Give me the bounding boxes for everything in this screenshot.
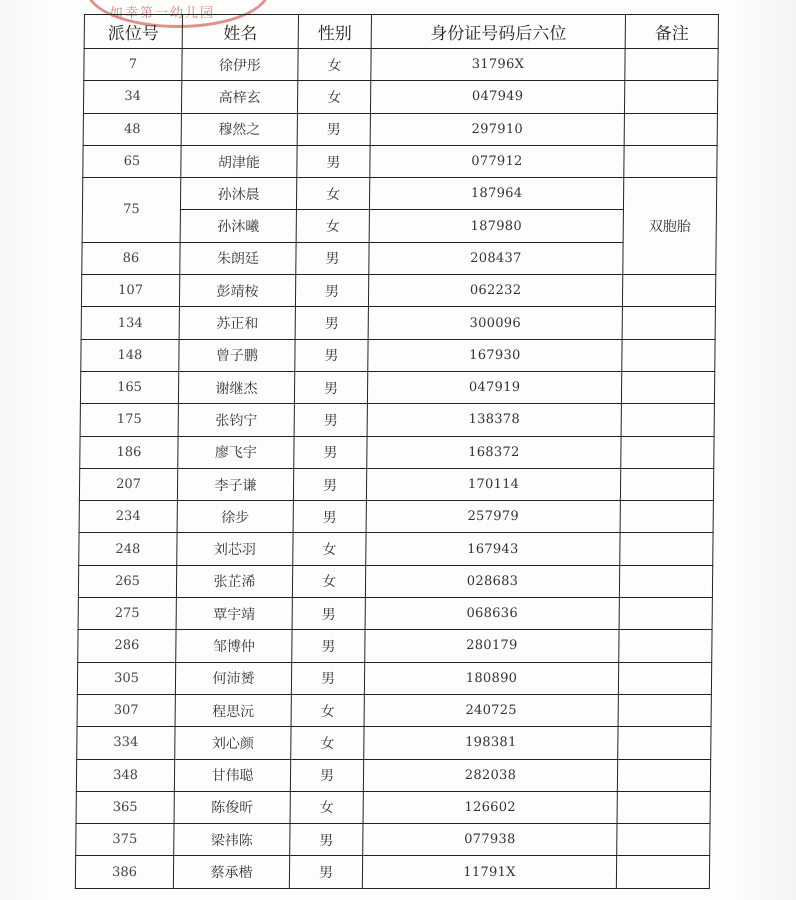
- seat-number-cell: 248: [79, 533, 177, 565]
- id-suffix-cell: 297910: [370, 113, 624, 145]
- note-cell: [616, 856, 709, 888]
- student-name-cell: 穆然之: [181, 113, 297, 145]
- seat-number-cell: 165: [80, 371, 178, 403]
- seat-number-cell: 175: [80, 404, 178, 436]
- table-row: [77, 694, 711, 726]
- student-name-cell: 徐步: [177, 501, 293, 533]
- note-cell: [624, 81, 717, 113]
- gender-cell: 男: [290, 759, 363, 791]
- table-row: [80, 371, 714, 403]
- gender-cell: 男: [289, 856, 362, 888]
- student-name-cell: 胡津能: [181, 145, 297, 177]
- student-name-cell: 邹博仲: [176, 630, 292, 662]
- id-suffix-cell: 062232: [368, 275, 622, 307]
- note-cell: [617, 824, 710, 856]
- header-name: 姓名: [182, 15, 298, 49]
- student-name-cell: 程思沅: [175, 694, 291, 726]
- gender-cell: 男: [294, 404, 367, 436]
- note-cell: [621, 436, 714, 468]
- gender-cell: 女: [291, 694, 364, 726]
- table-row: [81, 307, 715, 339]
- id-suffix-cell: 077912: [370, 145, 624, 177]
- id-suffix-cell: 126602: [363, 791, 617, 823]
- student-name-cell: 蔡承楷: [173, 856, 289, 888]
- gender-cell: 女: [296, 210, 369, 242]
- note-cell: [618, 694, 711, 726]
- student-name-cell: 彭靖桉: [179, 275, 295, 307]
- seat-number-cell: 286: [78, 630, 176, 662]
- table-row: [77, 727, 711, 759]
- gender-cell: 男: [294, 436, 367, 468]
- seat-number-cell: 34: [83, 81, 181, 113]
- note-cell: [622, 339, 715, 371]
- student-name-cell: 李子谦: [177, 468, 293, 500]
- note-cell: [617, 759, 710, 791]
- gender-cell: 女: [292, 565, 365, 597]
- seat-number-cell: 86: [82, 242, 180, 274]
- table-row: [79, 468, 713, 500]
- seat-number-cell: 65: [83, 145, 181, 177]
- gender-cell: 女: [293, 533, 366, 565]
- gender-cell: 男: [293, 501, 366, 533]
- student-name-cell: 苏正和: [179, 307, 295, 339]
- table-row: [81, 339, 715, 371]
- table-row: [76, 791, 710, 823]
- gender-cell: 女: [298, 49, 371, 81]
- gender-cell: 男: [293, 468, 366, 500]
- note-cell: [620, 533, 713, 565]
- table-row: [81, 275, 715, 307]
- student-name-cell: 谢继杰: [178, 371, 294, 403]
- note-cell: [624, 113, 717, 145]
- id-suffix-cell: 047949: [370, 81, 624, 113]
- note-cell: 双胞胎: [623, 178, 717, 275]
- note-cell: [619, 630, 712, 662]
- table-row: [80, 436, 714, 468]
- seat-number-cell: 334: [77, 727, 175, 759]
- seat-number-cell: 365: [76, 791, 174, 823]
- admission-roster-table: [75, 14, 719, 889]
- gender-cell: 女: [297, 81, 370, 113]
- header-id-suffix: 身份证号码后六位: [371, 15, 625, 49]
- header-gender: 性别: [298, 15, 371, 49]
- student-name-cell: 孙沐晨: [180, 178, 296, 210]
- seat-number-cell: 186: [80, 436, 178, 468]
- gender-cell: 男: [295, 275, 368, 307]
- seat-number-cell: 107: [81, 275, 179, 307]
- gender-cell: 男: [297, 145, 370, 177]
- student-name-cell: 曾子鹏: [179, 339, 295, 371]
- id-suffix-cell: 180890: [364, 662, 618, 694]
- gender-cell: 男: [295, 339, 368, 371]
- gender-cell: 男: [292, 630, 365, 662]
- note-cell: [621, 371, 714, 403]
- table-row: [75, 856, 709, 888]
- note-cell: [625, 49, 718, 81]
- student-name-cell: 甘伟聪: [174, 759, 290, 791]
- note-cell: [622, 307, 715, 339]
- seat-number-cell: 305: [77, 662, 175, 694]
- seat-number-cell: 48: [83, 113, 181, 145]
- table-row: [79, 501, 713, 533]
- id-suffix-cell: 198381: [364, 727, 618, 759]
- table-row: [78, 598, 712, 630]
- note-cell: [621, 404, 714, 436]
- note-cell: [620, 468, 713, 500]
- id-suffix-cell: 168372: [367, 436, 621, 468]
- seat-number-cell: 348: [76, 759, 174, 791]
- table-row: [79, 533, 713, 565]
- id-suffix-cell: 240725: [364, 694, 618, 726]
- student-name-cell: 刘心颜: [175, 727, 291, 759]
- student-name-cell: 高梓玄: [181, 81, 297, 113]
- id-suffix-cell: 170114: [366, 468, 620, 500]
- seat-number-cell: 275: [78, 598, 176, 630]
- seat-number-cell: 207: [79, 468, 177, 500]
- table-row: [78, 630, 712, 662]
- note-cell: [618, 727, 711, 759]
- id-suffix-cell: 280179: [365, 630, 619, 662]
- id-suffix-cell: 187964: [369, 178, 623, 210]
- seat-number-cell: 7: [84, 49, 182, 81]
- gender-cell: 女: [291, 727, 364, 759]
- seat-number-cell: 307: [77, 694, 175, 726]
- seat-number-cell: 265: [78, 565, 176, 597]
- gender-cell: 男: [295, 307, 368, 339]
- seat-number-cell: 134: [81, 307, 179, 339]
- note-cell: [624, 145, 717, 177]
- note-cell: [619, 598, 712, 630]
- id-suffix-cell: 257979: [366, 501, 620, 533]
- gender-cell: 男: [292, 598, 365, 630]
- id-suffix-cell: 11791X: [362, 856, 616, 888]
- note-cell: [620, 501, 713, 533]
- table-row: [76, 824, 710, 856]
- id-suffix-cell: 167930: [368, 339, 622, 371]
- gender-cell: 女: [290, 791, 363, 823]
- header-note: 备注: [625, 15, 718, 49]
- seat-number-cell: 148: [81, 339, 179, 371]
- student-name-cell: 何沛赟: [175, 662, 291, 694]
- id-suffix-cell: 167943: [366, 533, 620, 565]
- student-name-cell: 陈俊昕: [174, 791, 290, 823]
- table-row: [80, 404, 714, 436]
- seat-number-cell: 234: [79, 501, 177, 533]
- table-row: [78, 565, 712, 597]
- gender-cell: 男: [290, 824, 363, 856]
- student-name-cell: 刘芯羽: [177, 533, 293, 565]
- student-name-cell: 廖飞宇: [178, 436, 294, 468]
- student-name-cell: 徐伊彤: [182, 49, 298, 81]
- note-cell: [618, 662, 711, 694]
- table-row: [83, 81, 717, 113]
- student-name-cell: 张钧宁: [178, 404, 294, 436]
- header-row: [84, 15, 718, 49]
- id-suffix-cell: 282038: [363, 759, 617, 791]
- table-row: [84, 49, 718, 81]
- header-seat-number: 派位号: [84, 15, 182, 49]
- gender-cell: 男: [294, 371, 367, 403]
- id-suffix-cell: 077938: [363, 824, 617, 856]
- note-cell: [622, 275, 715, 307]
- gender-cell: 女: [296, 178, 369, 210]
- id-suffix-cell: 028683: [365, 565, 619, 597]
- seat-number-cell: 75: [82, 178, 181, 243]
- table-row: [82, 242, 716, 274]
- gender-cell: 男: [296, 242, 369, 274]
- id-suffix-cell: 138378: [367, 404, 621, 436]
- student-name-cell: 张芷浠: [176, 565, 292, 597]
- gender-cell: 男: [291, 662, 364, 694]
- id-suffix-cell: 187980: [369, 210, 623, 242]
- gender-cell: 男: [297, 113, 370, 145]
- id-suffix-cell: 31796X: [371, 49, 625, 81]
- seat-number-cell: 386: [75, 856, 173, 888]
- roster-body: [75, 49, 718, 889]
- note-cell: [619, 565, 712, 597]
- id-suffix-cell: 208437: [369, 242, 623, 274]
- student-name-cell: 孙沐曦: [180, 210, 296, 242]
- id-suffix-cell: 300096: [368, 307, 622, 339]
- table-row: [77, 662, 711, 694]
- table-row: [76, 759, 710, 791]
- student-name-cell: 梁祎陈: [174, 824, 290, 856]
- table-row: [83, 145, 717, 177]
- table-row: [83, 113, 717, 145]
- stamp-text: 如幸第一幼儿园: [110, 6, 216, 20]
- student-name-cell: 覃宇靖: [176, 598, 292, 630]
- seat-number-cell: 375: [76, 824, 174, 856]
- table-row: [82, 178, 716, 210]
- id-suffix-cell: 068636: [365, 598, 619, 630]
- note-cell: [617, 791, 710, 823]
- student-name-cell: 朱朗廷: [180, 242, 296, 274]
- id-suffix-cell: 047919: [367, 371, 621, 403]
